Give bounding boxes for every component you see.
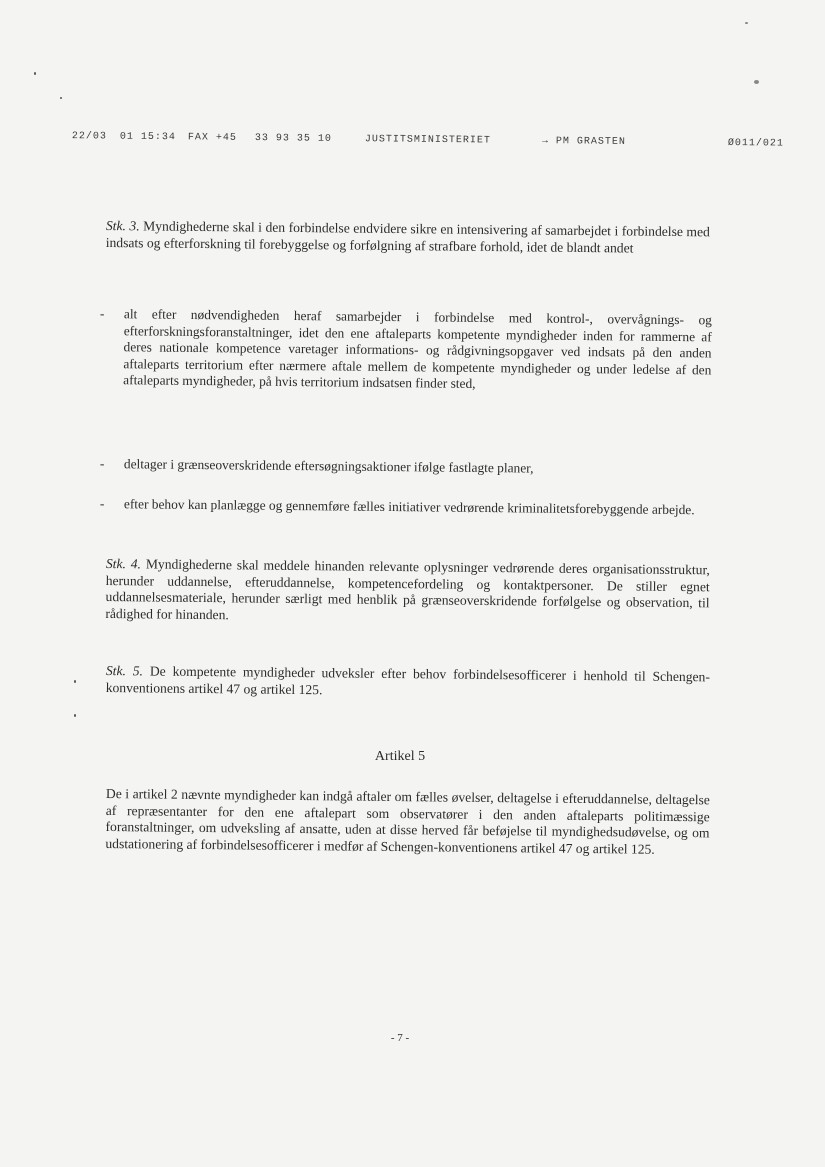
fax-sender: JUSTITSMINISTERIET <box>364 134 492 147</box>
bullet-item-2 <box>100 456 712 479</box>
bullet-dash: - <box>99 496 105 512</box>
paragraph-stk4 <box>105 556 710 629</box>
stk5-text: De kompetente myndigheder udveksler efter behov forbindelsesofficerer i henhold til Schengen-konventionens artikel 47 og artikel 125. <box>105 663 710 697</box>
fax-time: 01 15:34 <box>119 131 177 144</box>
fax-transmission-header <box>60 131 790 159</box>
stk4-label: Stk. 4. <box>105 556 142 572</box>
bullet-text: efter behov kan planlægge og gennemføre fælles initiativer vedrørende kriminalitetsforebyggende arbejde. <box>123 496 695 518</box>
paragraph-stk5 <box>106 663 710 703</box>
paragraph-article5: De i artikel 2 nævnte myndigheder kan indgå aftaler om fælles øvelser, deltagelse i efteruddannelse, deltagelse af repræsentanter for den ene aftalepart som observatører i den anden aftaleparts politimæssige foranstaltninger, om udveksling af ansatte, uden at disse herved får beføjelse til myndighedsudøvelse, og om udstationering af forbindelsesofficerer i medfør af Schengen-konventionens artikel 47 og artikel 125. <box>105 786 710 857</box>
fax-number: 33 93 35 10 <box>254 133 333 145</box>
page-number: - 7 - <box>390 1032 410 1044</box>
bullet-item-1 <box>99 306 712 395</box>
stk4-text: Myndighederne skal meddele hinanden relevante oplysninger vedrørende deres organisationsstruktur, herunder uddannelse, efteruddannelse, kompetencefordeling og kontaktpersoner. De stiller egnet uddannelsesmateriale, herunder særligt med henblik på grænseoverskridende forfølgelse og observation, til rådighed for hinanden. <box>105 556 710 623</box>
scan-speck <box>60 97 62 99</box>
scan-speck <box>34 72 36 75</box>
bullet-dash: - <box>99 306 105 322</box>
scan-speck <box>754 80 759 84</box>
fax-destination: → PM GRASTEN <box>541 136 626 148</box>
scan-speck <box>74 714 76 717</box>
fax-page-code: Ø011/021 <box>727 137 784 150</box>
scan-speck <box>745 22 748 24</box>
bullet-text: alt efter nødvendigheden heraf samarbejder i forbindelse med kontrol-, overvågnings- og efterforskningsforanstaltninger, idet den ene aftaleparts kompetente myndigheder inden for rammerne af deres nationale kompetence varetager informations- og rådgivningsopgaver ved indsats på den anden aftaleparts territorium efter nærmere aftale mellem de kompetente myndigheder og under ledelse af den aftaleparts myndigheder, på hvis territorium indsatsen finder sted, <box>123 306 712 392</box>
article-heading: Artikel 5 <box>374 749 426 764</box>
stk3-text: Myndighederne skal i den forbindelse endvidere sikre en intensivering af samarbejdet i forbindelse med indsats og efterforskning til forebyggelse og forfølgning af strafbare forhold, idet de blandt andet <box>105 218 710 256</box>
bullet-text: deltager i grænseoverskridende eftersøgningsaktioner ifølge fastlagte planer, <box>123 456 534 476</box>
fax-label: FAX +45 <box>187 132 238 144</box>
fax-date: 22/03 <box>71 131 108 143</box>
bullet-dash: - <box>99 456 105 472</box>
stk3-label: Stk. 3. <box>105 218 140 234</box>
stk5-label: Stk. 5. <box>105 663 144 679</box>
paragraph-stk3 <box>106 218 710 258</box>
bullet-item-3 <box>100 496 712 519</box>
scan-speck <box>74 680 76 683</box>
